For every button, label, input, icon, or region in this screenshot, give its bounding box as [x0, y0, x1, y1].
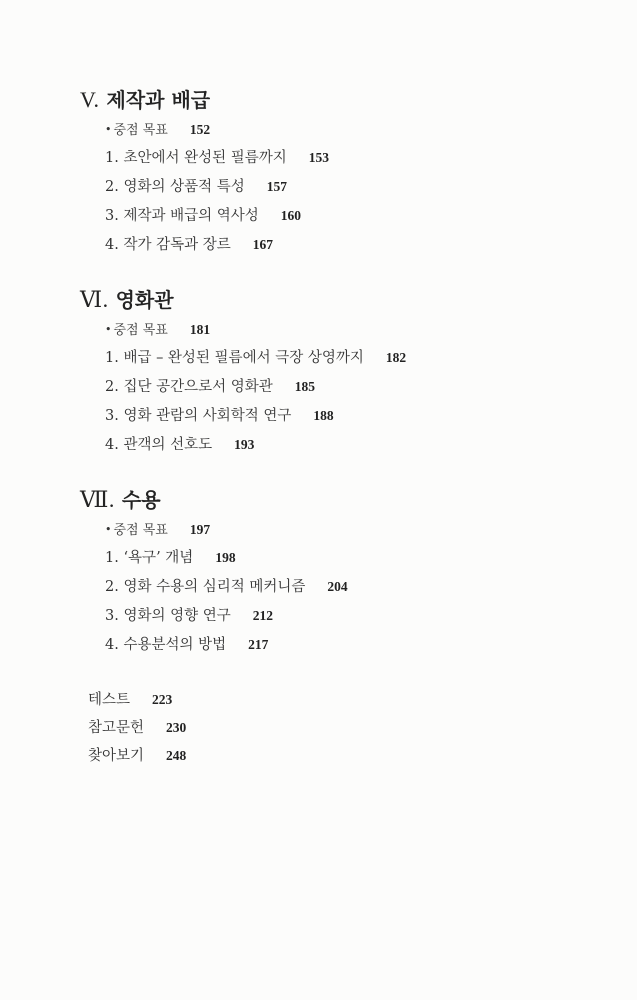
- toc-entry-goal[interactable]: [80, 516, 600, 543]
- page-number: 197: [189, 522, 211, 537]
- part-title: [80, 486, 600, 514]
- chapter-label: 1. 배급 – 완성된 필름에서 극장 상영까지: [105, 350, 364, 366]
- toc-part-6: [80, 286, 600, 459]
- chapter-label: 2. 영화의 상품적 특성: [105, 179, 245, 195]
- page-number: 193: [234, 437, 255, 452]
- bullet-icon: •: [105, 323, 112, 336]
- page-number: 160: [280, 208, 301, 223]
- page-number: 153: [308, 150, 329, 165]
- part-numeral: Ⅵ.: [80, 287, 109, 312]
- toc-part-5: [80, 86, 600, 259]
- entry-label: 찾아보기: [88, 748, 145, 764]
- chapter-label: 2. 영화 수용의 심리적 메커니즘: [105, 579, 306, 595]
- page-number: 182: [385, 350, 407, 365]
- page-number: 198: [215, 550, 236, 565]
- toc-entry-chapter[interactable]: [80, 401, 600, 430]
- part-numeral: V.: [80, 87, 100, 112]
- part-title-text: 영화관: [115, 288, 174, 312]
- chapter-label: 3. 제작과 배급의 역사성: [105, 208, 259, 224]
- page-number: 157: [266, 179, 287, 194]
- chapter-label: 3. 영화의 영향 연구: [105, 608, 231, 624]
- page-number: 188: [313, 408, 334, 423]
- toc-entry-chapter[interactable]: [80, 143, 600, 172]
- page-number: 212: [252, 608, 273, 623]
- toc-part-7: [80, 486, 600, 659]
- toc-entry-chapter[interactable]: [80, 430, 600, 459]
- page-number: 152: [189, 122, 211, 137]
- toc-entry-chapter[interactable]: [80, 343, 600, 372]
- chapter-label: 2. 집단 공간으로서 영화관: [105, 379, 273, 395]
- entry-label: 테스트: [88, 692, 131, 708]
- part-title-text: 제작과 배급: [106, 88, 211, 112]
- toc-entry-index[interactable]: [88, 742, 186, 770]
- toc-entry-references[interactable]: [88, 714, 186, 742]
- chapter-label: 4. 작가 감독과 장르: [105, 237, 231, 253]
- entry-label: 참고문헌: [88, 720, 145, 736]
- chapter-label: 1. 초안에서 완성된 필름까지: [105, 150, 287, 166]
- page-number: 204: [327, 579, 348, 594]
- chapter-label: 4. 수용분석의 방법: [105, 637, 227, 653]
- toc-entry-chapter[interactable]: [80, 172, 600, 201]
- part-title: [80, 86, 600, 114]
- toc-entry-chapter[interactable]: [80, 630, 600, 659]
- toc-entry-chapter[interactable]: [80, 230, 600, 259]
- chapter-label: 1. ‘욕구’ 개념: [105, 550, 194, 566]
- bullet-icon: •: [105, 523, 112, 536]
- toc-entry-chapter[interactable]: [80, 601, 600, 630]
- toc-entry-goal[interactable]: [80, 116, 600, 143]
- toc-back-matter: [88, 686, 186, 770]
- page-number: 217: [248, 637, 269, 652]
- chapter-label: 4. 관객의 선호도: [105, 437, 213, 453]
- goal-label: 중점 목표: [113, 323, 168, 338]
- toc-entry-goal[interactable]: [80, 316, 600, 343]
- toc-entry-chapter[interactable]: [80, 572, 600, 601]
- goal-label: 중점 목표: [113, 523, 168, 538]
- chapter-label: 3. 영화 관람의 사회학적 연구: [105, 408, 292, 424]
- page-number: 181: [189, 322, 211, 337]
- page-number: 223: [152, 692, 173, 707]
- toc-entry-tests[interactable]: [88, 686, 186, 714]
- page-number: 185: [294, 379, 315, 394]
- bullet-icon: •: [105, 123, 112, 136]
- page-number: 167: [252, 237, 273, 252]
- part-title-text: 수용: [121, 488, 161, 512]
- goal-label: 중점 목표: [113, 123, 168, 138]
- toc-entry-chapter[interactable]: [80, 201, 600, 230]
- part-numeral: Ⅶ.: [80, 487, 115, 512]
- part-title: [80, 286, 600, 314]
- toc-entry-chapter[interactable]: [80, 543, 600, 572]
- page-number: 248: [166, 748, 187, 763]
- toc-entry-chapter[interactable]: [80, 372, 600, 401]
- page-number: 230: [166, 720, 187, 735]
